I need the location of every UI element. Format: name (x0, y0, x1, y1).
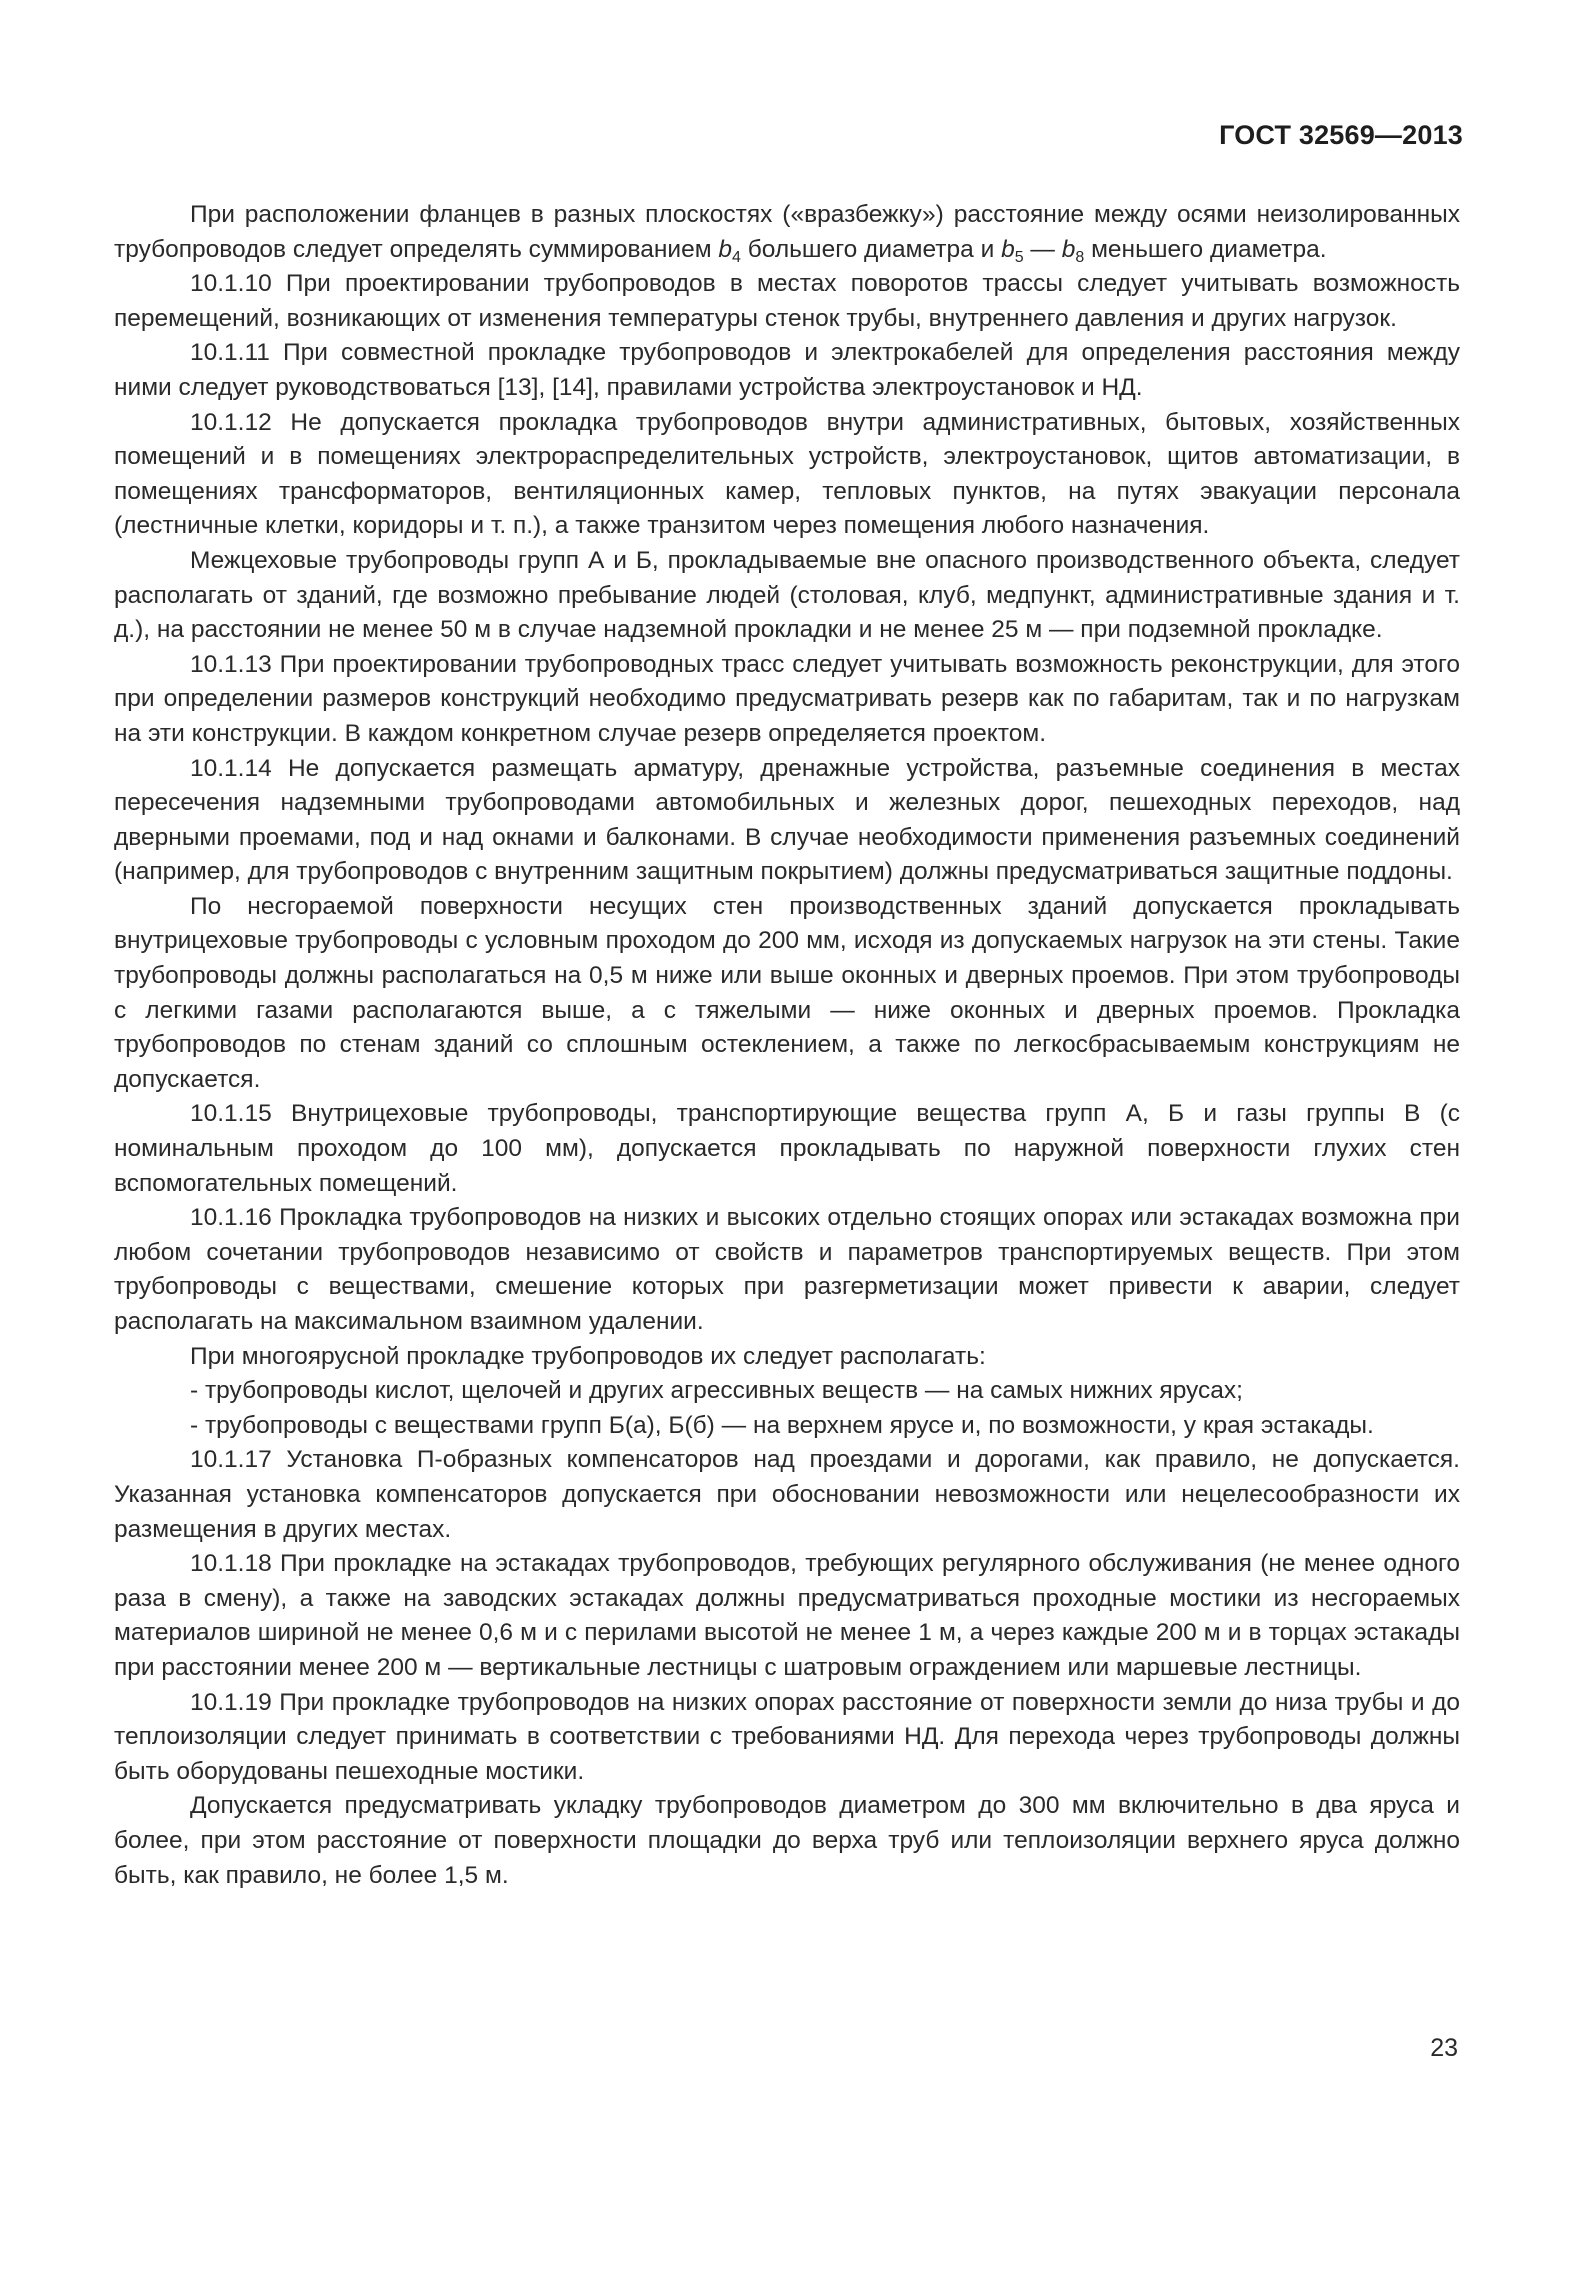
para-10-1-16: 10.1.16 Прокладка трубопроводов на низких и высоких отдельно стоящих опорах или эстакадах возможна при любом сочетании трубопроводов независимо от свойств и параметров транспортируемых веществ. При этом трубопроводы с веществами, смешение которых при разгерметизации может привести к аварии, следует располагать на максимальном взаимном удалении. (114, 1204, 1460, 1335)
para-multitier: При многоярусной прокладке трубопроводов их следует располагать: (190, 1342, 986, 1370)
list-item-upper-tier: - трубопроводы с веществами групп Б(а), Б(б) — на верхнем ярусе и, по возможности, у края эстакады. (190, 1411, 1374, 1439)
list-item-acids: - трубопроводы кислот, щелочей и других агрессивных веществ — на самых нижних ярусах; (190, 1377, 1243, 1405)
para-10-1-18: 10.1.18 При прокладке на эстакадах трубопроводов, требующих регулярного обслуживания (не менее одного раза в смену), а также на заводских эстакадах должны предусматриваться проходные мостики из несгораемых материалов шириной не менее 0,6 м и с перилами высотой не менее 1 м, а через каждые 200 м и в торцах эстакады при расстоянии менее 200 м — вертикальные лестницы с шатровым ограждением или маршевые лестницы. (114, 1550, 1460, 1681)
page-number: 23 (1430, 2034, 1458, 2062)
document-body (114, 198, 1460, 1893)
para-10-1-14: 10.1.14 Не допускается размещать арматуру, дренажные устройства, разъемные соединения в местах пересечения надземными трубопроводами автомобильных и железных дорог, пешеходных переходов, над дверными проемами, под и над окнами и балконами. В случае необходимости применения разъемных соединений (например, для трубопроводов с внутренним защитным покрытием) должны предусматриваться защитные поддоны. (114, 754, 1460, 886)
para-10-1-15: 10.1.15 Внутрицеховые трубопроводы, транспортирующие вещества групп А, Б и газы группы В (с номинальным проходом до 100 мм), допускается прокладывать по наружной поверхности глухих стен вспомогательных помещений. (114, 1100, 1460, 1197)
para-10-1-13: 10.1.13 При проектировании трубопроводных трасс следует учитывать возможность реконструкции, для этого при определении размеров конструкций необходимо предусматривать резерв как по габаритам, так и по нагрузкам на эти конструкции. В каждом конкретном случае резерв определяется проектом. (114, 650, 1460, 747)
para-10-1-17: 10.1.17 Установка П-образных компенсаторов над проездами и дорогами, как правило, не допускается. Указанная установка компенсаторов допускается при обосновании невозможности или нецелесообразности их размещения в других местах. (114, 1446, 1460, 1543)
para-two-tiers: Допускается предусматривать укладку трубопроводов диаметром до 300 мм включительно в два яруса и более, при этом расстояние от поверхности площадки до верха труб или теплоизоляции верхнего яруса должно быть, как правило, не более 1,5 м. (114, 1792, 1460, 1889)
para-10-1-10: 10.1.10 При проектировании трубопроводов в местах поворотов трассы следует учитывать возможность перемещений, возникающих от изменения температуры стенок трубы, внутреннего давления и других нагрузок. (114, 270, 1460, 332)
document-number-header: ГОСТ 32569—2013 (1219, 120, 1463, 150)
para-walls: По несгораемой поверхности несущих стен производственных зданий допускается прокладывать внутрицеховые трубопроводы с условным проходом до 200 мм, исходя из допускаемых нагрузок на эти стены. Такие трубопроводы должны располагаться на 0,5 м ниже или выше оконных и дверных проемов. При этом трубопроводы с легкими газами располагаются выше, а с тяжелыми — ниже оконных и дверных проемов. Прокладка трубопроводов по стенам зданий со сплошным остеклением, а также по легкосбрасываемым конструкциям не допускается. (114, 892, 1460, 1093)
para-10-1-19: 10.1.19 При прокладке трубопроводов на низких опорах расстояние от поверхности земли до низа трубы и до теплоизоляции следует принимать в соответствии с требованиями НД. Для перехода через трубопроводы должны быть оборудованы пешеходные мостики. (114, 1688, 1460, 1785)
para-interdept-pipelines: Межцеховые трубопроводы групп А и Б, прокладываемые вне опасного производственного объекта, следует располагать от зданий, где возможно пребывание людей (столовая, клуб, медпункт, административные здания и т. д.), на расстоянии не менее 50 м в случае надземной прокладки и не менее 25 м — при подземной прокладке. (114, 546, 1460, 644)
para-flanges-staggered: При расположении фланцев в разных плоскостях («вразбежку») расстояние между осями неизолированных трубопроводов следует определять суммированием $b_4$ большего диаметра и $b_5$ — $b_8$ меньшего диаметра. (114, 201, 1460, 266)
para-10-1-11: 10.1.11 При совместной прокладке трубопроводов и электрокабелей для определения расстояния между ними следует руководствоваться [13], [14], правилами устройства электроустановок и НД. (114, 339, 1460, 401)
para-10-1-12: 10.1.12 Не допускается прокладка трубопроводов внутри административных, бытовых, хозяйственных помещений и в помещениях электрораспределительных устройств, электроустановок, щитов автоматизации, в помещениях трансформаторов, вентиляционных камер, тепловых пунктов, на путях эвакуации персонала (лестничные клетки, коридоры и т. п.), а также транзитом через помещения любого назначения. (114, 408, 1460, 540)
